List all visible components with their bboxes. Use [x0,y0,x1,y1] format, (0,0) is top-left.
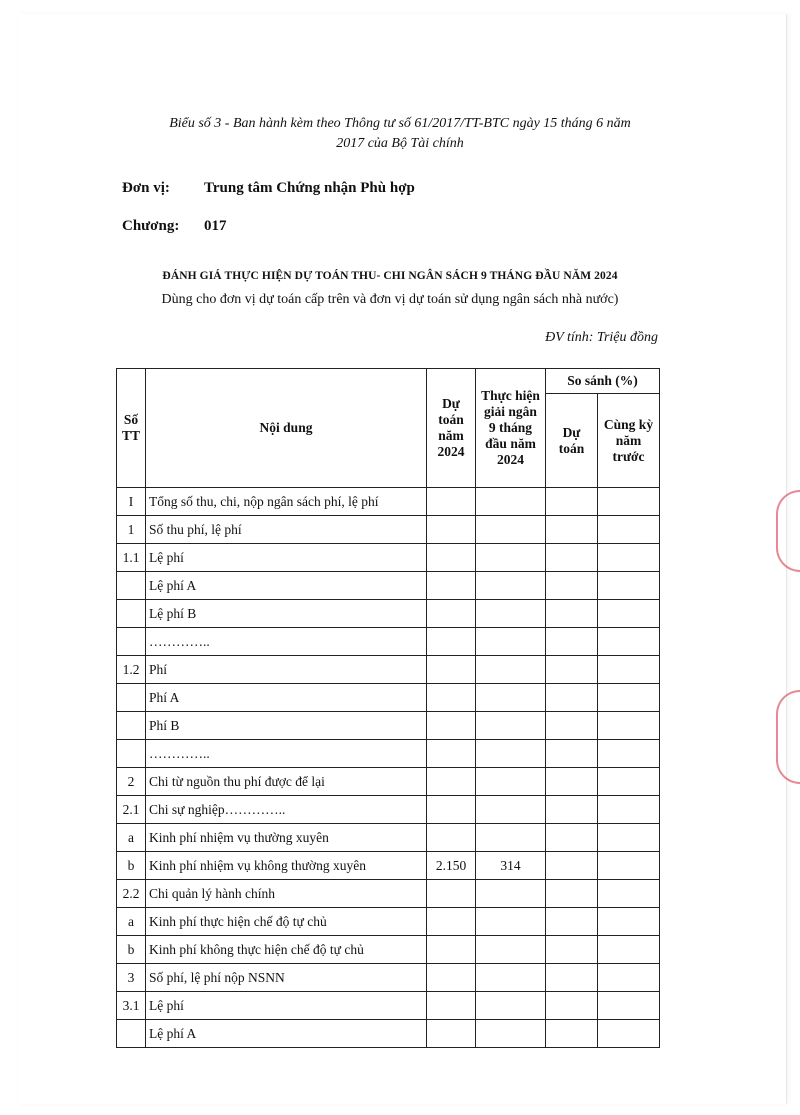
unit-value: Trung tâm Chứng nhận Phù hợp [204,180,415,196]
table-row [117,936,660,964]
row-compare-prev [598,600,660,628]
row-compare-estimate [546,488,598,516]
row-compare-estimate [546,964,598,992]
document-caption [90,114,710,154]
row-compare-estimate [546,600,598,628]
header-actual: Thực hiện giải ngân 9 tháng đầu năm 2024 [476,369,546,488]
row-compare-prev [598,852,660,880]
caption-line-1: Biểu số 3 - Ban hành kèm theo Thông tư số 61/2017/TT-BTC ngày 15 tháng 6 năm [169,116,631,131]
row-actual [476,908,546,936]
unit-row [122,180,415,197]
row-compare-prev [598,880,660,908]
row-actual [476,824,546,852]
row-actual [476,936,546,964]
row-compare-prev [598,740,660,768]
row-compare-estimate [546,852,598,880]
table-row [117,768,660,796]
row-estimate [427,880,476,908]
row-stt: I [117,488,146,516]
table-row [117,880,660,908]
row-content: Kinh phí nhiệm vụ không thường xuyên [146,852,427,880]
row-estimate [427,712,476,740]
table-body [117,488,660,1048]
row-stt: 3.1 [117,992,146,1020]
row-actual [476,740,546,768]
row-compare-estimate [546,572,598,600]
row-compare-estimate [546,908,598,936]
row-stt [117,712,146,740]
row-actual [476,656,546,684]
row-estimate [427,796,476,824]
row-actual [476,712,546,740]
row-stt [117,572,146,600]
row-content: Lệ phí A [146,572,427,600]
row-estimate [427,992,476,1020]
row-estimate: 2.150 [427,852,476,880]
table-row [117,684,660,712]
row-stt: a [117,908,146,936]
row-content: Lệ phí B [146,600,427,628]
seal-mark [776,490,800,572]
row-actual [476,544,546,572]
row-content: Kinh phí nhiệm vụ thường xuyên [146,824,427,852]
row-actual [476,516,546,544]
header-row-1 [117,369,660,394]
row-compare-prev [598,824,660,852]
row-compare-prev [598,992,660,1020]
row-actual [476,628,546,656]
row-compare-estimate [546,516,598,544]
chapter-value: 017 [204,218,227,234]
row-estimate [427,544,476,572]
row-actual [476,572,546,600]
row-stt [117,600,146,628]
caption-line-2: 2017 của Bộ Tài chính [336,136,464,151]
row-compare-estimate [546,992,598,1020]
table-row [117,544,660,572]
table-row [117,964,660,992]
table-row [117,600,660,628]
row-content: Chi từ nguồn thu phí được để lại [146,768,427,796]
row-content: Số phí, lệ phí nộp NSNN [146,964,427,992]
row-stt: b [117,936,146,964]
row-actual [476,600,546,628]
row-stt: 3 [117,964,146,992]
table-row [117,740,660,768]
row-actual: 314 [476,852,546,880]
row-actual [476,880,546,908]
row-compare-estimate [546,656,598,684]
table-row [117,992,660,1020]
row-content: Kinh phí không thực hiện chế độ tự chủ [146,936,427,964]
row-estimate [427,1020,476,1048]
row-compare-estimate [546,768,598,796]
report-subtitle: Dùng cho đơn vị dự toán cấp trên và đơn vị dự toán sử dụng ngân sách nhà nước) [161,292,619,307]
row-content: Phí A [146,684,427,712]
row-estimate [427,516,476,544]
row-actual [476,964,546,992]
row-stt: 1 [117,516,146,544]
row-compare-estimate [546,880,598,908]
row-compare-prev [598,712,660,740]
header-content: Nội dung [146,369,427,488]
header-stt: Số TT [117,369,146,488]
row-estimate [427,628,476,656]
row-actual [476,768,546,796]
table-row [117,488,660,516]
row-estimate [427,656,476,684]
unit-label: Đơn vị: [122,180,170,196]
row-compare-prev [598,964,660,992]
table-row [117,572,660,600]
row-content: Phí B [146,712,427,740]
row-compare-prev [598,544,660,572]
row-compare-prev [598,1020,660,1048]
report-table [116,368,660,1048]
row-content: Lệ phí [146,544,427,572]
row-compare-prev [598,768,660,796]
header-compare: So sánh (%) [546,369,660,394]
row-compare-prev [598,628,660,656]
row-compare-prev [598,572,660,600]
row-content: Lệ phí A [146,1020,427,1048]
row-estimate [427,936,476,964]
table-row [117,1020,660,1048]
row-content: Chi sự nghiệp………….. [146,796,427,824]
row-compare-estimate [546,824,598,852]
row-actual [476,992,546,1020]
table-row [117,516,660,544]
row-compare-prev [598,908,660,936]
row-estimate [427,908,476,936]
row-compare-estimate [546,740,598,768]
row-compare-estimate [546,936,598,964]
row-stt: 2 [117,768,146,796]
chapter-label: Chương: [122,218,180,234]
header-compare-estimate: Dự toán [546,394,598,488]
chapter-row [122,218,227,235]
row-estimate [427,572,476,600]
row-stt: 1.2 [117,656,146,684]
row-compare-prev [598,488,660,516]
table-row [117,796,660,824]
row-stt: b [117,852,146,880]
row-estimate [427,488,476,516]
row-stt [117,628,146,656]
unit-note: ĐV tính: Triệu đồng [545,330,658,345]
row-content: Kinh phí thực hiện chế độ tự chủ [146,908,427,936]
row-stt: 2.2 [117,880,146,908]
row-compare-prev [598,936,660,964]
row-compare-prev [598,516,660,544]
header-compare-prev: Cùng kỳ năm trước [598,394,660,488]
row-compare-estimate [546,796,598,824]
header-estimate: Dự toán năm 2024 [427,369,476,488]
table-row [117,852,660,880]
row-content: Số thu phí, lệ phí [146,516,427,544]
report-title: ĐÁNH GIÁ THỰC HIỆN DỰ TOÁN THU- CHI NGÂN SÁCH 9 THÁNG ĐẦU NĂM 2024 [162,270,618,282]
seal-mark [776,690,800,784]
row-content: ………….. [146,628,427,656]
table-row [117,628,660,656]
row-content: Lệ phí [146,992,427,1020]
table-row [117,712,660,740]
table-row [117,824,660,852]
row-stt [117,1020,146,1048]
row-actual [476,796,546,824]
row-estimate [427,768,476,796]
row-actual [476,488,546,516]
row-content: Tổng số thu, chi, nộp ngân sách phí, lệ phí [146,488,427,516]
row-compare-prev [598,684,660,712]
row-content: ………….. [146,740,427,768]
row-compare-estimate [546,628,598,656]
row-compare-estimate [546,544,598,572]
table-row [117,656,660,684]
row-estimate [427,684,476,712]
row-stt [117,740,146,768]
row-actual [476,684,546,712]
row-content: Phí [146,656,427,684]
row-estimate [427,824,476,852]
row-actual [476,1020,546,1048]
table-row [117,908,660,936]
row-estimate [427,740,476,768]
row-stt: 2.1 [117,796,146,824]
row-stt: a [117,824,146,852]
row-estimate [427,600,476,628]
row-stt: 1.1 [117,544,146,572]
row-stt [117,684,146,712]
row-compare-estimate [546,684,598,712]
row-compare-estimate [546,712,598,740]
row-content: Chi quản lý hành chính [146,880,427,908]
row-compare-estimate [546,1020,598,1048]
row-compare-prev [598,656,660,684]
row-compare-prev [598,796,660,824]
row-estimate [427,964,476,992]
